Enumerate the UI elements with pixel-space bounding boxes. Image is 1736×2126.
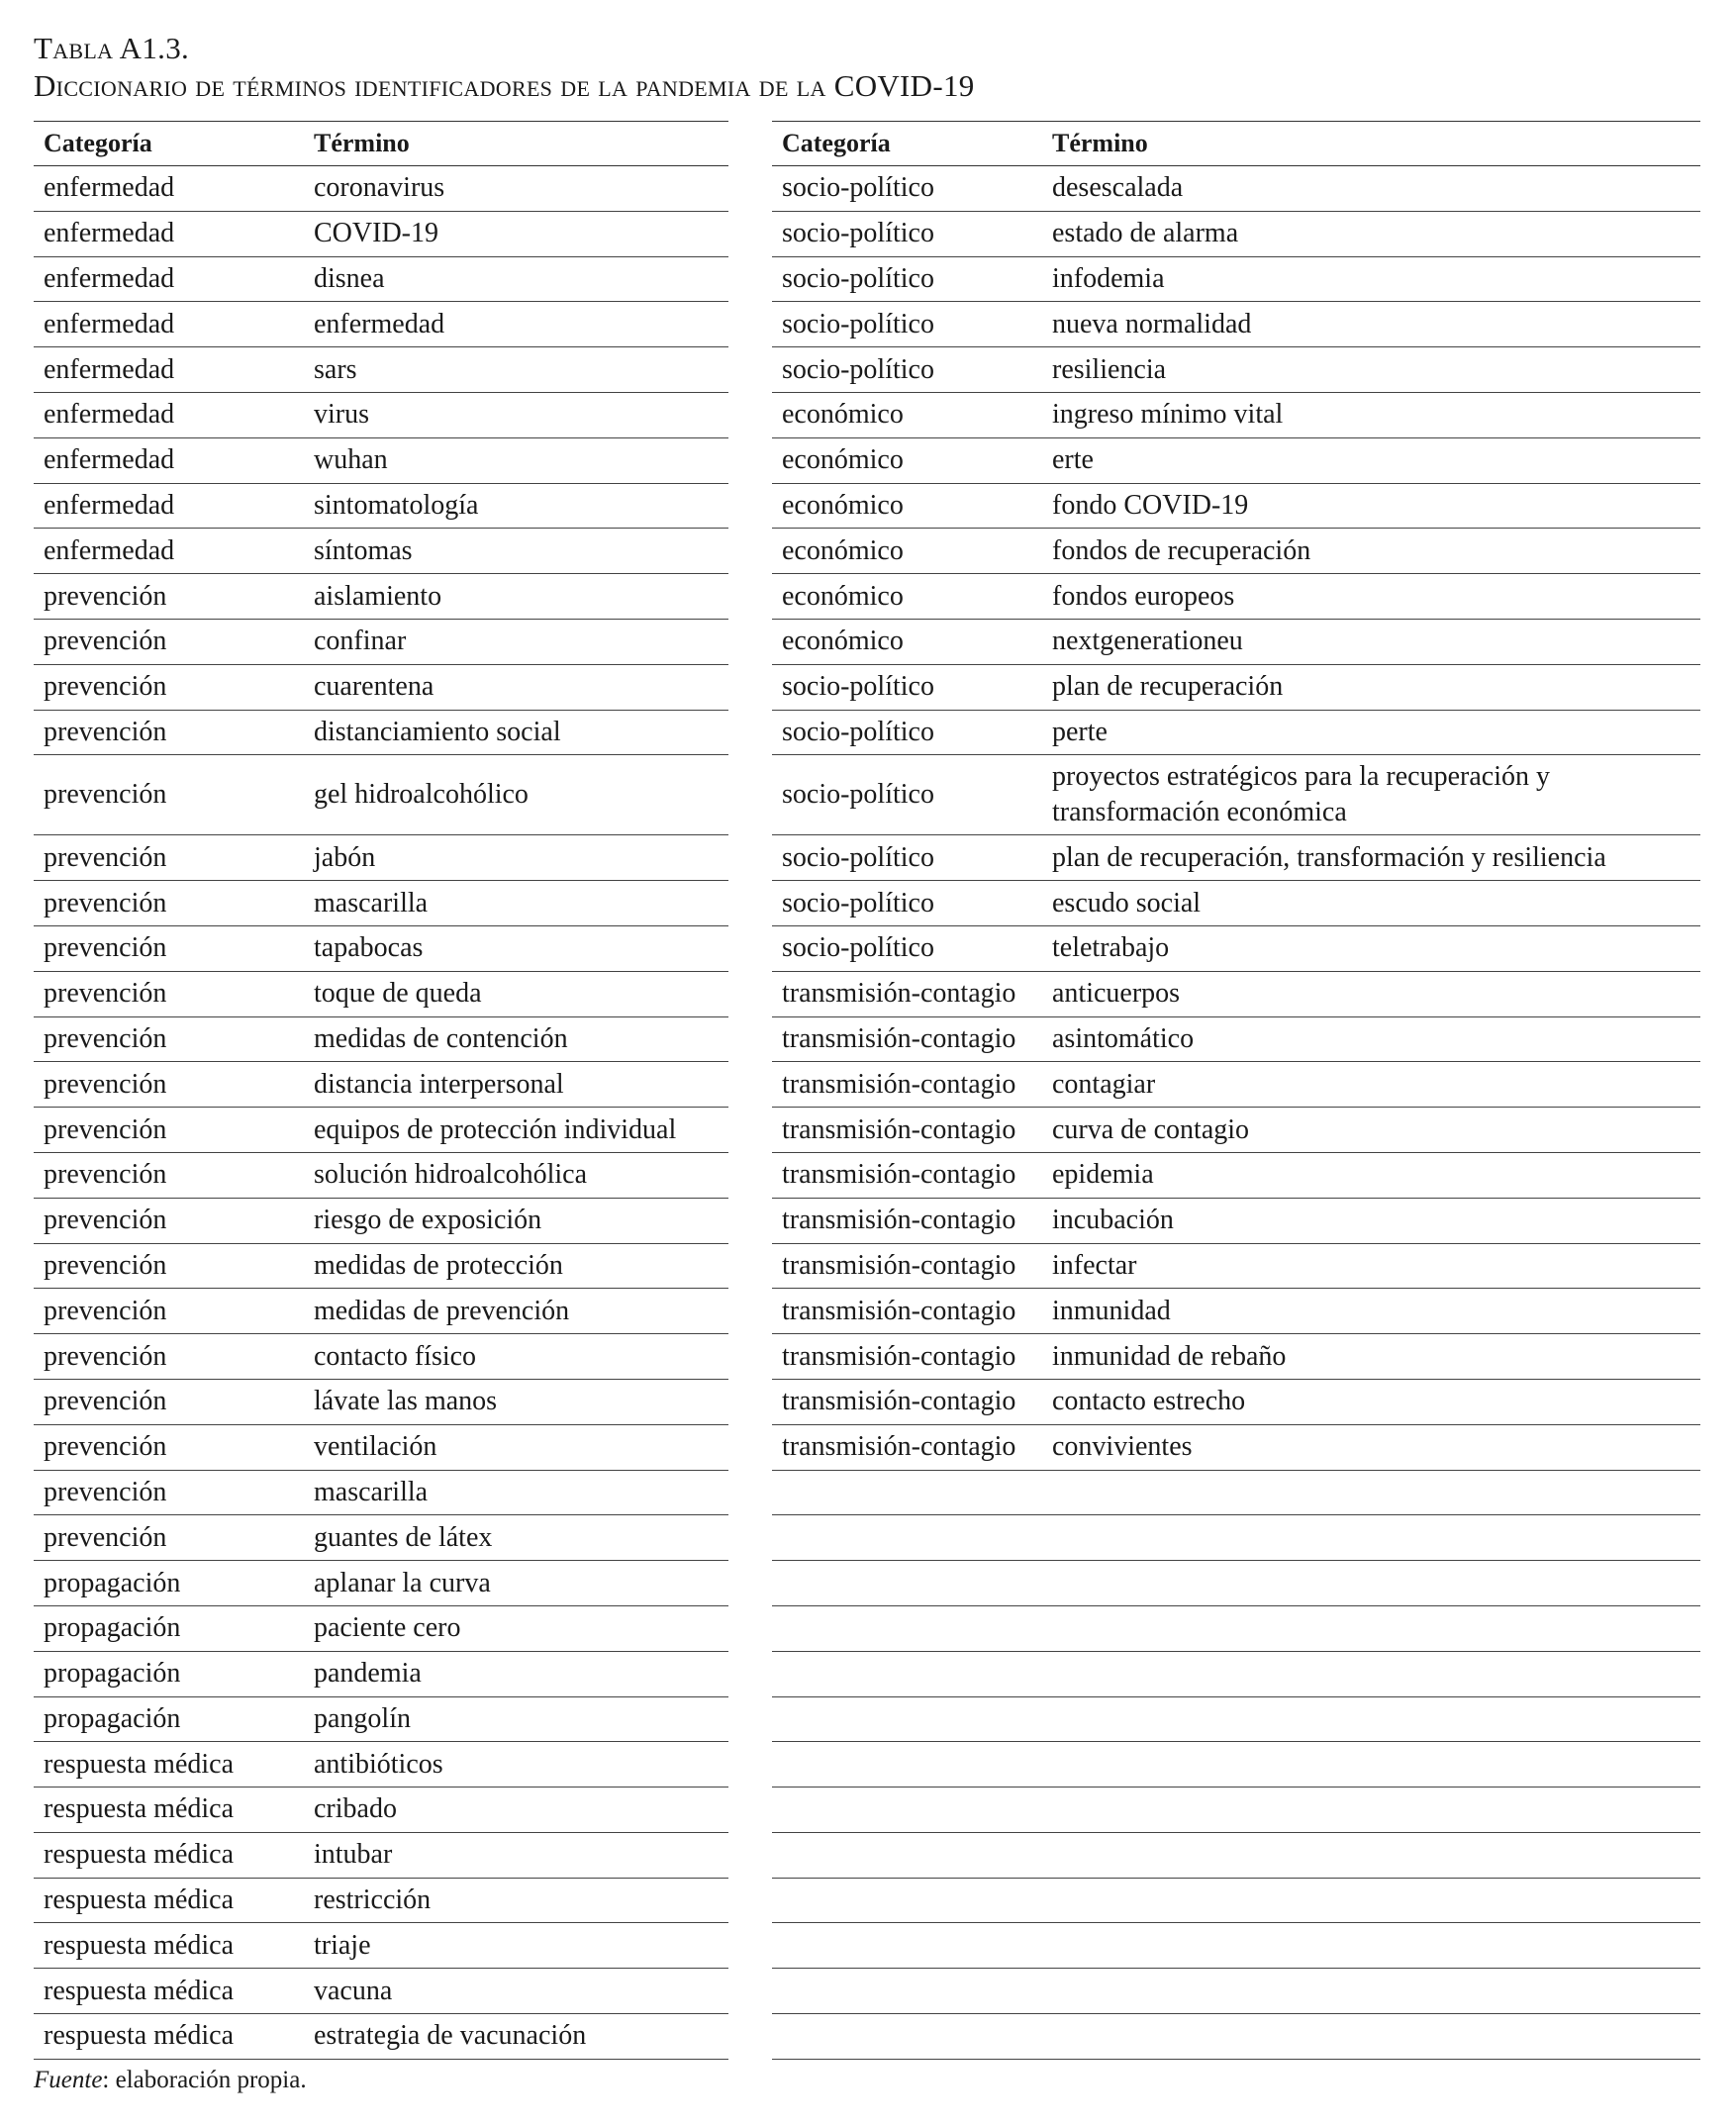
term-cell: equipos de protección individual	[314, 1113, 677, 1145]
source-note	[34, 2067, 307, 2094]
table-row	[772, 1334, 1700, 1380]
table-row	[772, 1561, 1700, 1606]
category-cell: transmisión-contagio	[782, 1295, 1016, 1326]
table-row	[772, 755, 1700, 835]
term-cell: cribado	[314, 1793, 397, 1825]
table-header	[34, 121, 728, 166]
table-row	[772, 1380, 1700, 1425]
category-cell: socio-político	[782, 841, 934, 873]
term-cell: nextgenerationeu	[1052, 626, 1243, 657]
term-cell: anticuerpos	[1052, 978, 1181, 1010]
term-cell: solución hidroalcohólica	[314, 1159, 588, 1191]
table-row	[34, 1153, 728, 1199]
table-row	[34, 1289, 728, 1334]
category-cell: económico	[782, 399, 904, 431]
table-row	[772, 438, 1700, 484]
term-cell: incubación	[1052, 1205, 1174, 1236]
term-cell: distancia interpersonal	[314, 1068, 564, 1100]
category-cell: respuesta médica	[44, 1929, 235, 1961]
category-cell: transmisión-contagio	[782, 1159, 1016, 1191]
category-cell: respuesta médica	[44, 1975, 235, 2006]
term-cell: asintomático	[1052, 1022, 1195, 1054]
category-cell: prevención	[44, 1295, 167, 1326]
term-cell: jabón	[314, 841, 376, 873]
table-row	[34, 257, 728, 303]
term-cell: fondo COVID-19	[1052, 489, 1249, 521]
table-row	[34, 1515, 728, 1561]
table-row	[34, 1244, 728, 1290]
category-cell: prevención	[44, 1159, 167, 1191]
table-caption	[34, 30, 975, 105]
category-cell: prevención	[44, 671, 167, 703]
category-cell: transmisión-contagio	[782, 1113, 1016, 1145]
table-row	[772, 1606, 1700, 1652]
table-row	[772, 347, 1700, 393]
table-row	[772, 302, 1700, 347]
term-cell: distanciamiento social	[314, 716, 561, 747]
term-cell: lávate las manos	[314, 1386, 498, 1417]
category-cell: económico	[782, 444, 904, 476]
table-row	[772, 257, 1700, 303]
table-row	[772, 711, 1700, 756]
term-cell: epidemia	[1052, 1159, 1154, 1191]
category-cell: socio-político	[782, 262, 934, 294]
table-header	[772, 121, 1700, 166]
table-row	[772, 1697, 1700, 1743]
term-cell: infectar	[1052, 1249, 1137, 1281]
term-cell: teletrabajo	[1052, 932, 1170, 964]
table-row	[34, 1697, 728, 1743]
term-cell: triaje	[314, 1929, 371, 1961]
term-cell: disnea	[314, 262, 385, 294]
term-cell: escudo social	[1052, 887, 1202, 918]
category-cell: económico	[782, 534, 904, 566]
table-row	[34, 1879, 728, 1924]
table-row	[34, 1380, 728, 1425]
table-row	[34, 1923, 728, 1969]
category-cell: transmisión-contagio	[782, 1068, 1016, 1100]
category-cell: enfermedad	[44, 534, 175, 566]
table-row	[772, 393, 1700, 438]
category-cell: prevención	[44, 1431, 167, 1463]
term-cell: aislamiento	[314, 580, 442, 612]
table-row	[772, 1652, 1700, 1697]
table-row	[34, 881, 728, 926]
table-row	[772, 529, 1700, 574]
category-cell: propagación	[44, 1658, 181, 1690]
category-cell: transmisión-contagio	[782, 1340, 1016, 1372]
table-row	[34, 393, 728, 438]
table-row	[34, 1652, 728, 1697]
term-cell: medidas de protección	[314, 1249, 563, 1281]
category-cell: respuesta médica	[44, 1793, 235, 1825]
table-row	[34, 1561, 728, 1606]
category-cell: enfermedad	[44, 444, 175, 476]
table-row	[34, 665, 728, 711]
category-cell: socio-político	[782, 172, 934, 204]
header-term: Término	[1052, 129, 1148, 157]
term-cell: guantes de látex	[314, 1521, 493, 1553]
term-cell: estado de alarma	[1052, 218, 1239, 249]
table-row	[772, 166, 1700, 212]
term-cell: mascarilla	[314, 1476, 429, 1507]
header-term: Término	[314, 129, 410, 157]
table-row	[34, 620, 728, 665]
category-cell: socio-político	[782, 308, 934, 339]
table-row	[772, 1879, 1700, 1924]
category-cell: socio-político	[782, 218, 934, 249]
table-row	[34, 1062, 728, 1108]
table-row	[772, 972, 1700, 1017]
table-row	[34, 926, 728, 972]
category-cell: económico	[782, 626, 904, 657]
table-row	[772, 1742, 1700, 1788]
category-cell: transmisión-contagio	[782, 1022, 1016, 1054]
table-row	[34, 529, 728, 574]
table-row	[772, 1923, 1700, 1969]
term-cell: resiliencia	[1052, 353, 1167, 385]
term-cell: infodemia	[1052, 262, 1165, 294]
category-cell: transmisión-contagio	[782, 1386, 1016, 1417]
table-row	[772, 1108, 1700, 1153]
term-cell: inmunidad de rebaño	[1052, 1340, 1287, 1372]
table-row	[772, 2014, 1700, 2060]
category-cell: propagación	[44, 1567, 181, 1598]
table-row	[772, 1017, 1700, 1063]
term-cell: contagiar	[1052, 1068, 1156, 1100]
table-row	[34, 484, 728, 530]
category-cell: enfermedad	[44, 262, 175, 294]
category-cell: socio-político	[782, 779, 934, 811]
category-cell: prevención	[44, 1022, 167, 1054]
category-cell: socio-político	[782, 671, 934, 703]
term-cell: síntomas	[314, 534, 413, 566]
table-row	[772, 1199, 1700, 1244]
category-cell: prevención	[44, 1068, 167, 1100]
term-cell: sars	[314, 353, 357, 385]
table-row	[34, 574, 728, 620]
term-cell: ingreso mínimo vital	[1052, 399, 1284, 431]
term-cell: desescalada	[1052, 172, 1184, 204]
category-cell: propagación	[44, 1612, 181, 1644]
category-cell: transmisión-contagio	[782, 1431, 1016, 1463]
term-cell: perte	[1052, 716, 1108, 747]
table-row	[34, 1425, 728, 1471]
source-text: : elaboración propia.	[102, 2067, 307, 2093]
category-cell: respuesta médica	[44, 1748, 235, 1780]
table-row	[34, 2014, 728, 2060]
category-cell: prevención	[44, 580, 167, 612]
term-cell: ventilación	[314, 1431, 437, 1463]
category-cell: transmisión-contagio	[782, 1249, 1016, 1281]
category-cell: prevención	[44, 1205, 167, 1236]
term-cell: restricción	[314, 1884, 432, 1916]
term-cell: pandemia	[314, 1658, 422, 1690]
term-cell: curva de contagio	[1052, 1113, 1250, 1145]
table-row	[772, 574, 1700, 620]
table-row	[772, 926, 1700, 972]
table-row	[772, 665, 1700, 711]
category-cell: socio-político	[782, 353, 934, 385]
category-cell: socio-político	[782, 887, 934, 918]
category-cell: enfermedad	[44, 399, 175, 431]
term-cell: erte	[1052, 444, 1094, 476]
table-row	[772, 212, 1700, 257]
table-row	[34, 1742, 728, 1788]
term-cell: aplanar la curva	[314, 1567, 491, 1598]
table-row	[772, 1969, 1700, 2014]
term-cell: gel hidroalcohólico	[314, 779, 529, 811]
category-cell: transmisión-contagio	[782, 978, 1016, 1010]
table-row	[772, 1425, 1700, 1471]
table-row	[34, 1199, 728, 1244]
term-cell: sintomatología	[314, 489, 479, 521]
table-row	[34, 1017, 728, 1063]
category-cell: prevención	[44, 1476, 167, 1507]
term-cell: COVID-19	[314, 218, 438, 249]
table-row	[34, 1334, 728, 1380]
category-cell: enfermedad	[44, 489, 175, 521]
table-row	[772, 1471, 1700, 1516]
term-cell: plan de recuperación	[1052, 671, 1284, 703]
category-cell: socio-político	[782, 716, 934, 747]
category-cell: enfermedad	[44, 308, 175, 339]
table-row	[34, 166, 728, 212]
term-cell: wuhan	[314, 444, 388, 476]
category-cell: prevención	[44, 1386, 167, 1417]
table-row	[34, 1108, 728, 1153]
table-row	[34, 1833, 728, 1879]
table-row	[34, 1788, 728, 1833]
category-cell: respuesta médica	[44, 1884, 235, 1916]
table-label: Tabla A1.3.	[34, 31, 190, 65]
term-cell: pangolín	[314, 1702, 411, 1734]
table-row	[34, 755, 728, 835]
term-cell: medidas de contención	[314, 1022, 568, 1054]
category-cell: económico	[782, 580, 904, 612]
table-row	[772, 1062, 1700, 1108]
term-cell: fondos de recuperación	[1052, 534, 1311, 566]
table-row	[34, 212, 728, 257]
term-cell: coronavirus	[314, 172, 445, 204]
category-cell: prevención	[44, 978, 167, 1010]
category-cell: transmisión-contagio	[782, 1205, 1016, 1236]
term-cell: contacto estrecho	[1052, 1386, 1246, 1417]
table-row	[34, 1969, 728, 2014]
term-cell: nueva normalidad	[1052, 308, 1252, 339]
term-cell: medidas de prevención	[314, 1295, 570, 1326]
category-cell: prevención	[44, 1249, 167, 1281]
table-row	[34, 302, 728, 347]
category-cell: prevención	[44, 932, 167, 964]
term-cell: riesgo de exposición	[314, 1205, 542, 1236]
term-cell: proyectos estratégicos para la recuperación y transformación económica	[1052, 761, 1550, 828]
header-category: Categoría	[44, 129, 152, 157]
category-cell: propagación	[44, 1702, 181, 1734]
term-cell: fondos europeos	[1052, 580, 1235, 612]
term-cell: enfermedad	[314, 308, 445, 339]
category-cell: enfermedad	[44, 218, 175, 249]
category-cell: enfermedad	[44, 172, 175, 204]
table-row	[34, 972, 728, 1017]
term-cell: estrategia de vacunación	[314, 2020, 587, 2052]
table-row	[772, 484, 1700, 530]
table-row	[772, 835, 1700, 881]
source-label: Fuente	[34, 2067, 103, 2093]
term-cell: contacto físico	[314, 1340, 477, 1372]
table-row	[772, 620, 1700, 665]
category-cell: prevención	[44, 626, 167, 657]
table-row	[772, 881, 1700, 926]
table-right	[772, 121, 1700, 2060]
term-cell: toque de queda	[314, 978, 482, 1010]
term-cell: confinar	[314, 626, 407, 657]
table-row	[772, 1515, 1700, 1561]
category-cell: prevención	[44, 1521, 167, 1553]
category-cell: prevención	[44, 841, 167, 873]
term-cell: virus	[314, 399, 369, 431]
term-cell: intubar	[314, 1839, 393, 1871]
category-cell: prevención	[44, 1113, 167, 1145]
table-row	[34, 347, 728, 393]
table-row	[34, 438, 728, 484]
term-cell: vacuna	[314, 1975, 393, 2006]
category-cell: económico	[782, 489, 904, 521]
table-row	[34, 835, 728, 881]
header-category: Categoría	[782, 129, 891, 157]
table-row	[772, 1244, 1700, 1290]
term-cell: convivientes	[1052, 1431, 1193, 1463]
term-cell: paciente cero	[314, 1612, 461, 1644]
table-row	[772, 1788, 1700, 1833]
term-cell: antibióticos	[314, 1748, 443, 1780]
category-cell: prevención	[44, 887, 167, 918]
category-cell: respuesta médica	[44, 2020, 235, 2052]
category-cell: respuesta médica	[44, 1839, 235, 1871]
category-cell: prevención	[44, 1340, 167, 1372]
term-cell: cuarentena	[314, 671, 434, 703]
table-row	[772, 1153, 1700, 1199]
table-row	[34, 711, 728, 756]
category-cell: prevención	[44, 716, 167, 747]
category-cell: enfermedad	[44, 353, 175, 385]
table-row	[772, 1833, 1700, 1879]
table-row	[34, 1606, 728, 1652]
category-cell: prevención	[44, 779, 167, 811]
term-cell: plan de recuperación, transformación y resiliencia	[1052, 841, 1606, 873]
term-cell: mascarilla	[314, 887, 429, 918]
table-left	[34, 121, 728, 2060]
term-cell: tapabocas	[314, 932, 424, 964]
category-cell: socio-político	[782, 932, 934, 964]
table-row	[34, 1471, 728, 1516]
term-cell: inmunidad	[1052, 1295, 1171, 1326]
table-title: Diccionario de términos identificadores de la pandemia de la COVID-19	[34, 68, 975, 103]
table-row	[772, 1289, 1700, 1334]
